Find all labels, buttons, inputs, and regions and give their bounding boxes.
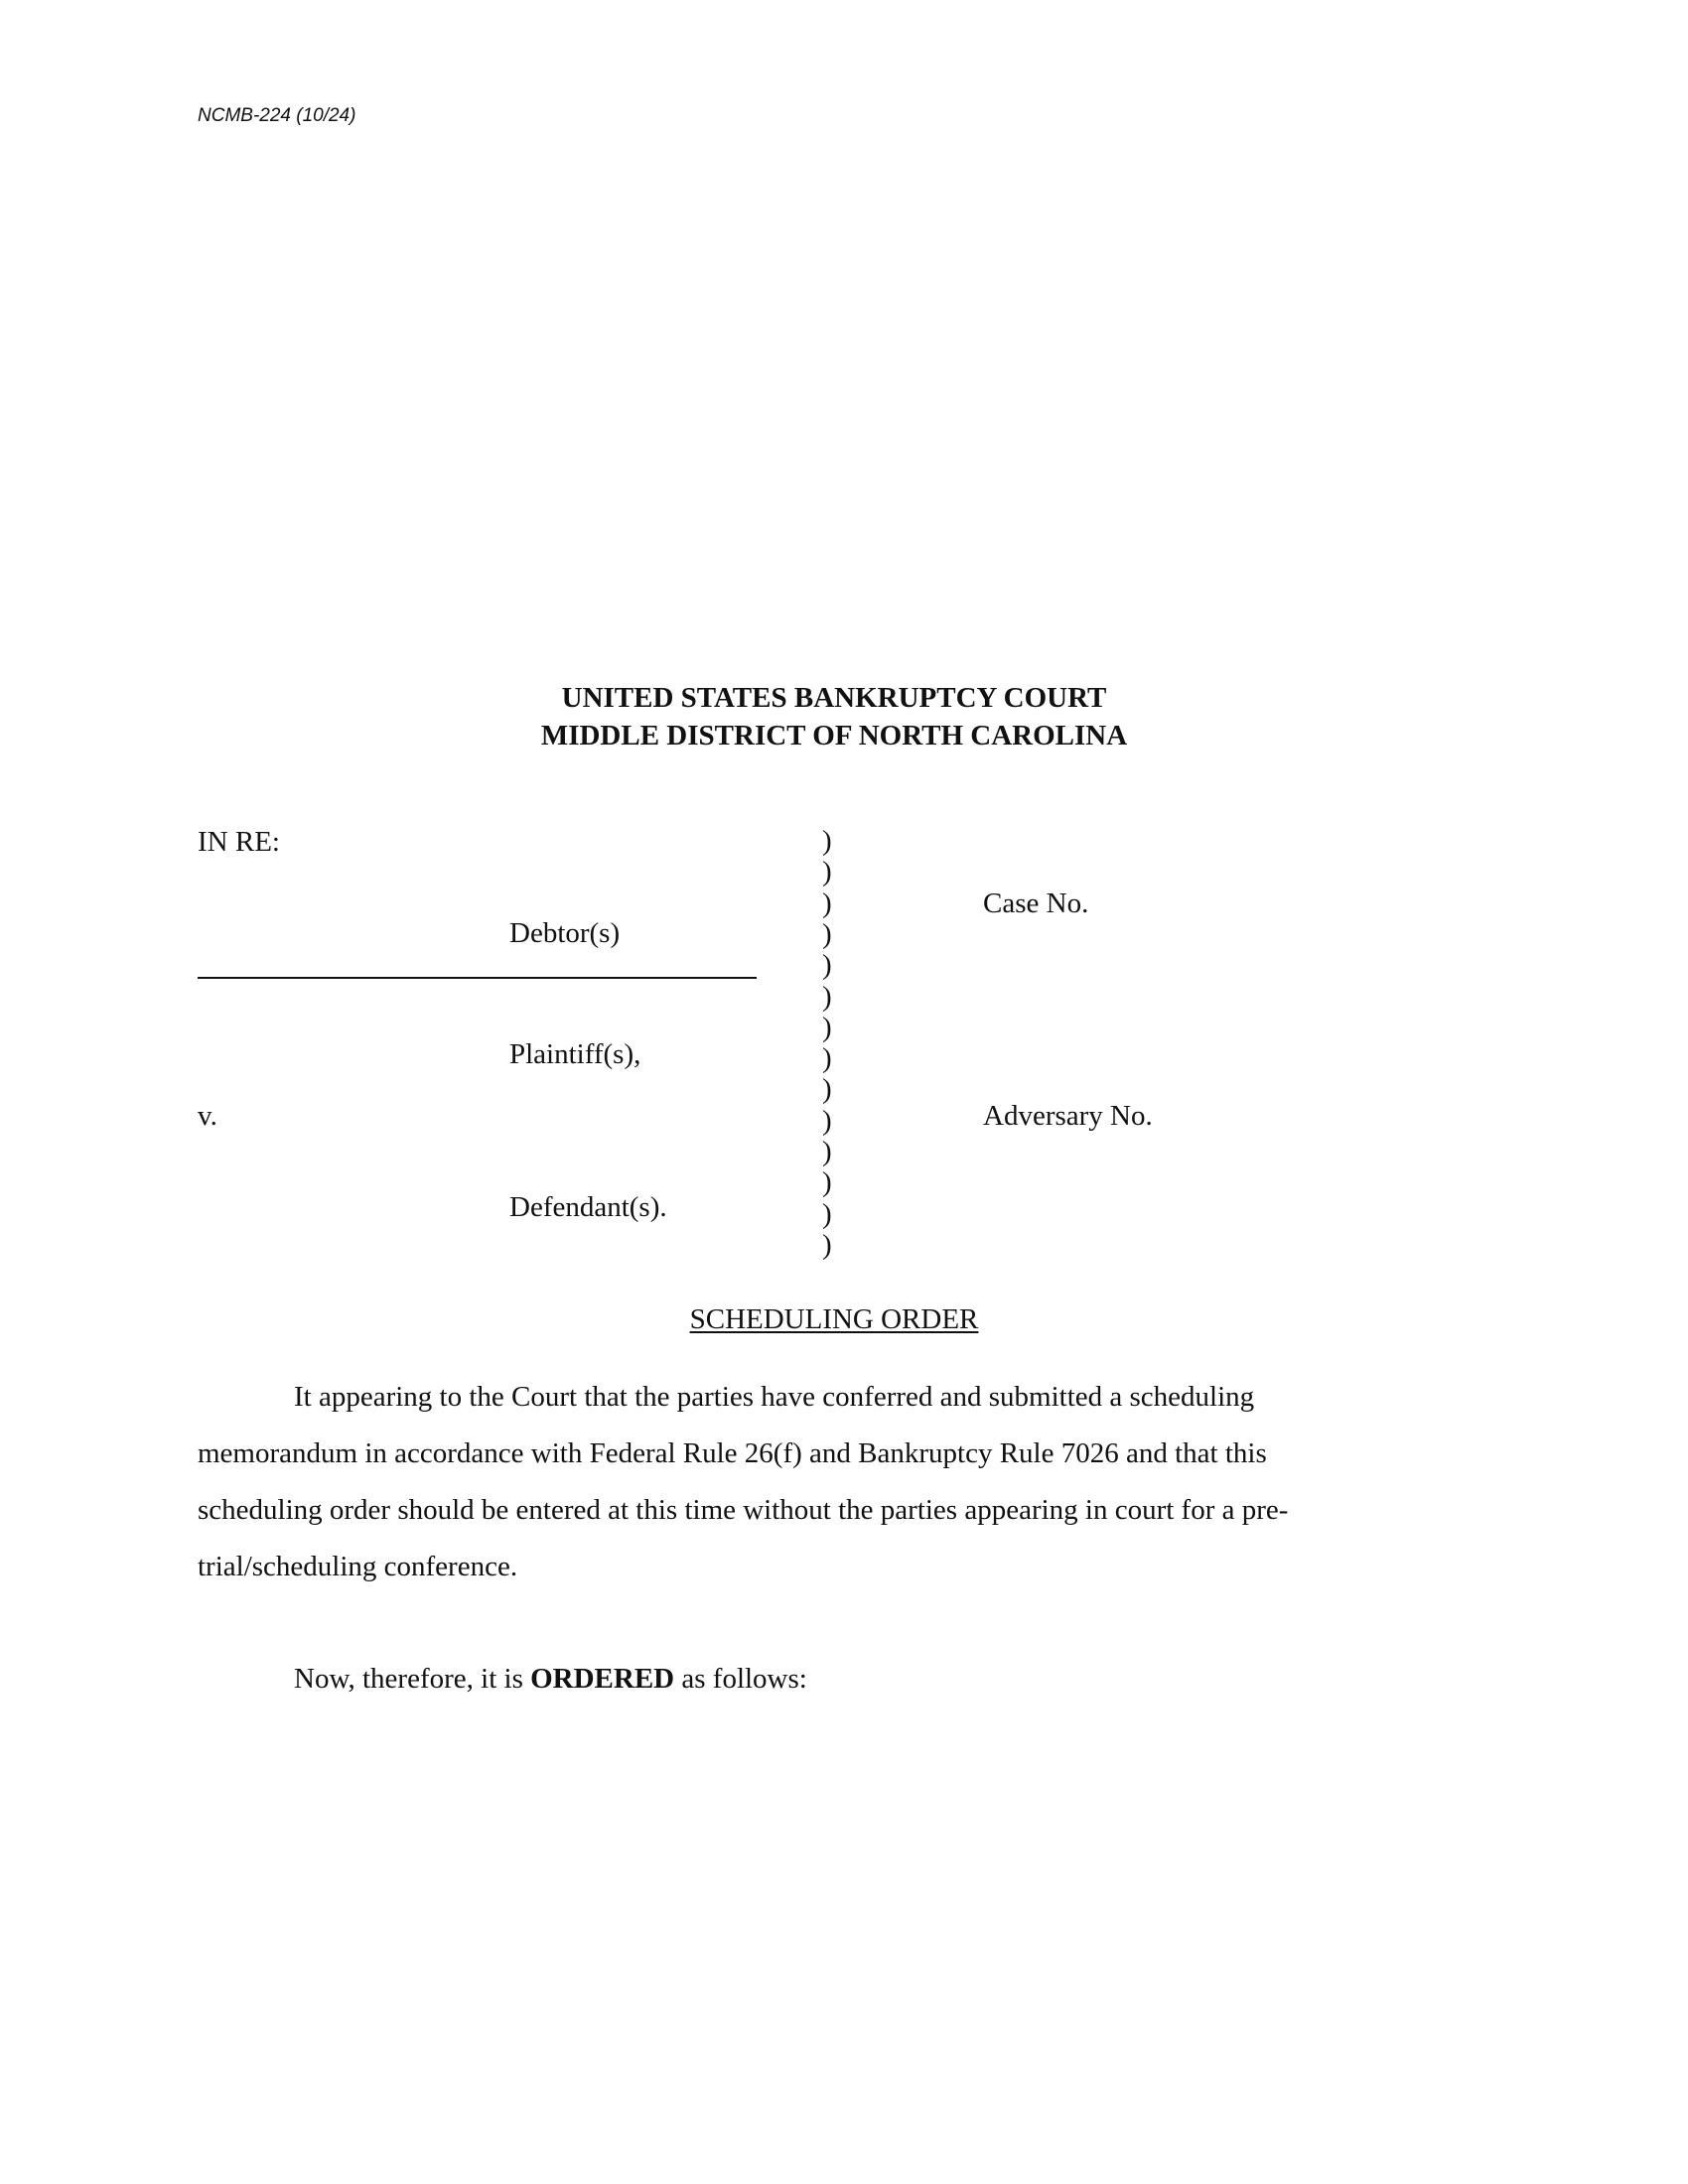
plaintiff-label: Plaintiff(s),	[509, 1038, 641, 1070]
versus-label: v.	[198, 1100, 217, 1132]
caption-paren: )	[822, 1104, 832, 1137]
form-id: NCMB-224 (10/24)	[198, 105, 356, 126]
ordered-line	[294, 1663, 807, 1696]
ordered-prefix: Now, therefore, it is	[294, 1663, 531, 1695]
caption-paren: )	[822, 856, 832, 888]
caption-paren: )	[822, 1042, 832, 1075]
order-title	[0, 1305, 1668, 1334]
paragraph-line: scheduling order should be entered at this time without the parties appearing in court for a pre-	[198, 1494, 1289, 1526]
caption-paren: )	[822, 980, 832, 1013]
ordered-suffix: as follows:	[674, 1663, 807, 1695]
paragraph-line: trial/scheduling conference.	[198, 1551, 518, 1582]
paragraph-line: memorandum in accordance with Federal Rule 26(f) and Bankruptcy Rule 7026 and that this	[198, 1437, 1267, 1469]
caption-paren: )	[822, 1197, 832, 1230]
caption-paren: )	[822, 1166, 832, 1199]
in-re-label: IN RE:	[198, 826, 280, 858]
case-no-label: Case No.	[983, 887, 1089, 919]
caption-paren: )	[822, 1011, 832, 1043]
ordered-bold: ORDERED	[530, 1663, 675, 1695]
caption-paren: )	[822, 1073, 832, 1106]
adversary-no-label: Adversary No.	[983, 1100, 1153, 1132]
court-district: MIDDLE DISTRICT OF NORTH CAROLINA	[540, 720, 1128, 751]
caption-paren: )	[822, 1228, 832, 1261]
caption-divider	[198, 977, 757, 979]
court-name: UNITED STATES BANKRUPTCY COURT	[561, 682, 1107, 714]
caption-paren: )	[822, 887, 832, 919]
caption-paren: )	[822, 1136, 832, 1167]
order-title-text: SCHEDULING ORDER	[689, 1303, 979, 1335]
caption-paren: )	[822, 825, 832, 857]
caption-paren: )	[822, 949, 832, 982]
paragraph-line: It appearing to the Court that the parties have conferred and submitted a scheduling	[294, 1381, 1255, 1413]
defendant-label: Defendant(s).	[509, 1191, 667, 1223]
caption-paren: )	[822, 917, 832, 950]
debtor-label: Debtor(s)	[509, 917, 621, 949]
